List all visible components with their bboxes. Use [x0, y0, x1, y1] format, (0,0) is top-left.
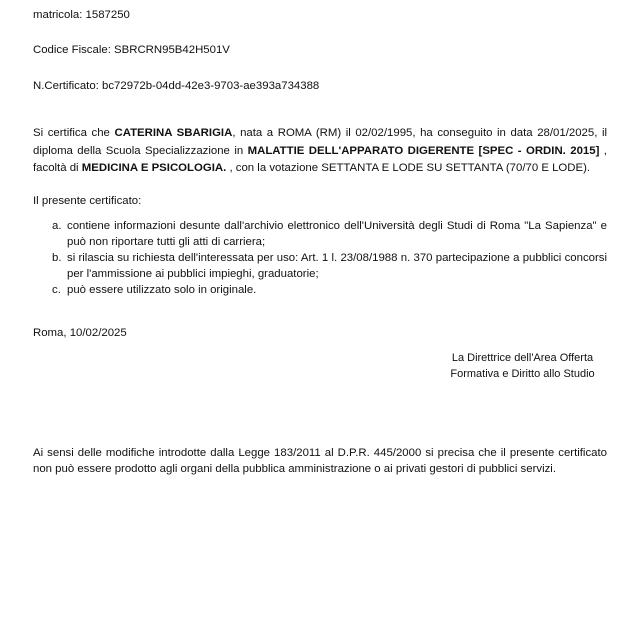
text-segment: , facoltà di	[33, 144, 607, 174]
text-segment: Si certifica che	[33, 127, 115, 139]
certificate-conditions-list	[52, 218, 607, 298]
list-item	[52, 282, 607, 298]
signature-block	[440, 351, 605, 382]
list-item-text: può essere utilizzato solo in originale.	[67, 284, 257, 296]
signature-line-1: La Direttrice dell'Area Offerta	[451, 352, 594, 364]
student-name: CATERINA SBARIGIA	[114, 127, 233, 139]
signature-line-2: Formativa e Diritto allo Studio	[450, 367, 595, 380]
list-intro: Il presente certificato:	[33, 195, 142, 207]
certification-paragraph	[33, 125, 607, 178]
course-name: MALATTIE DELL'APPARATO DIGERENTE [SPEC - ORDIN. 2015]	[247, 144, 600, 157]
list-marker: a.	[52, 220, 62, 232]
faculty-name: MEDICINA E PSICOLOGIA.	[81, 162, 227, 174]
codice-fiscale: Codice Fiscale: SBRCRN95B42H501V	[33, 44, 230, 56]
date-place: Roma, 10/02/2025	[33, 327, 127, 339]
list-item-text: contiene informazioni desunte dall'archivio elettronico dell'Università degli Studi di Roma "La Sapienza" e può non riportare tutti gli atti di carriera;	[67, 220, 607, 248]
list-item-text: si rilascia su richiesta dell'interessata per uso: Art. 1 l. 23/08/1988 n. 370 partecipazione a pubblici concorsi per l'ammissione ai pubblici impieghi, graduatorie;	[67, 252, 607, 280]
list-item	[52, 218, 607, 250]
text-segment: , nata a ROMA (RM) il 02/02/1995, ha conseguito in data 28/01/2025, il diploma della Scuola Specializzazione in	[33, 127, 608, 157]
certificate-number: N.Certificato: bc72972b-04dd-42e3-9703-ae393a734388	[33, 80, 320, 92]
matricola: matricola: 1587250	[33, 9, 130, 21]
list-item	[52, 250, 607, 282]
list-marker: b.	[52, 252, 62, 264]
legal-footer: Ai sensi delle modifiche introdotte dalla Legge 183/2011 al D.P.R. 445/2000 si precisa che il presente certificato non può essere prodotto agli organi della pubblica amministrazione o ai privati gestori di pubblici servizi.	[33, 447, 607, 475]
text-segment: , con la votazione SETTANTA E LODE SU SETTANTA (70/70 E LODE).	[226, 162, 591, 174]
list-marker: c.	[52, 284, 61, 296]
